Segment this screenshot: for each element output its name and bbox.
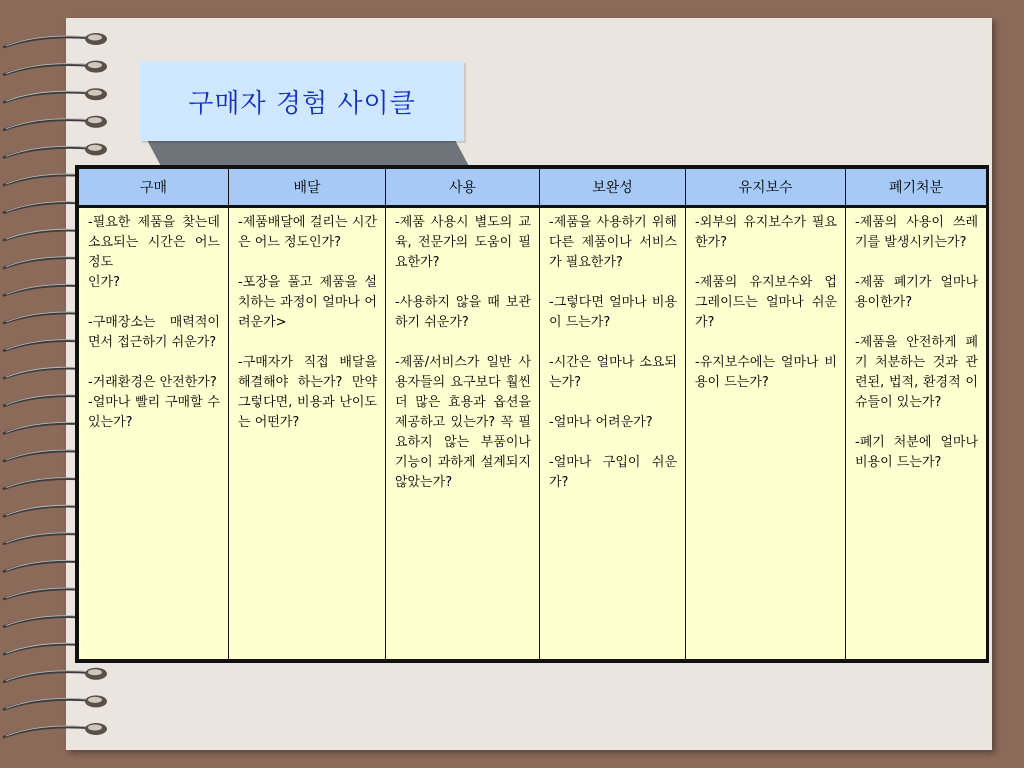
- spiral-ring-icon: [4, 61, 107, 75]
- buyer-experience-table: [75, 165, 989, 663]
- title-box: [140, 61, 464, 141]
- header-disposal: 폐기처분: [846, 169, 987, 207]
- cell-text: -제품의 사용이 쓰레기를 발생시키는가?: [855, 215, 978, 250]
- cell-text: -구매자가 직접 배달을 해결해야 하는가? 만약 그렇다면, 비용과 난이도는 어떤가?: [238, 355, 377, 430]
- table-row: [79, 207, 987, 660]
- cell-text: -제품배달에 걸리는 시간은 어느 정도인가?: [238, 215, 377, 250]
- cell-text: -제품/서비스가 일반 사용자들의 요구보다 훨씬 더 많은 효용과 옵션을 제공하고 있는가? 꼭 필요하지 않는 부품이나 기능이 과하게 설계되지 않았는가?: [395, 355, 531, 490]
- spiral-ring-icon: [4, 723, 107, 737]
- cell-text: -얼마나 어려운가?: [549, 415, 653, 430]
- cell-text: -포장을 풀고 제품을 설치하는 과정이 얼마나 어려운가>: [238, 275, 377, 330]
- cell-text: -필요한 제품을 찾는데 소요되는 시간은 어느 정도 인가?: [88, 215, 220, 290]
- cell-text: -폐기 처분에 얼마나 비용이 드는가?: [855, 435, 978, 470]
- header-maintenance: 유지보수: [686, 169, 846, 207]
- cell-text: -그렇다면 얼마나 비용이 드는가?: [549, 295, 677, 330]
- spiral-ring-icon: [4, 668, 107, 682]
- spiral-ring-icon: [4, 143, 107, 157]
- spiral-ring-icon: [4, 88, 107, 102]
- cell-complements: [540, 207, 686, 660]
- cell-text: -제품의 유지보수와 업 그레이드는 얼마나 쉬운가?: [695, 275, 837, 330]
- cell-text: -사용하지 않을 때 보관하기 쉬운가?: [395, 295, 531, 330]
- header-delivery: 배달: [229, 169, 386, 207]
- cell-text: -외부의 유지보수가 필요한가?: [695, 215, 837, 250]
- cell-text: -제품 사용시 별도의 교육, 전문가의 도움이 필요한가?: [395, 215, 531, 270]
- table: [78, 168, 987, 660]
- cell-maintenance: [686, 207, 846, 660]
- header-row: [79, 169, 987, 207]
- cell-text: -시간은 얼마나 소요되는가?: [549, 355, 677, 390]
- cell-text: -제품을 안전하게 폐기 처분하는 것과 관련된, 법적, 환경적 이슈들이 있는가?: [855, 335, 978, 410]
- cell-text: -제품 폐기가 얼마나 용이한가?: [855, 275, 978, 310]
- cell-purchase: [79, 207, 229, 660]
- cell-disposal: [846, 207, 987, 660]
- spiral-ring-icon: [4, 695, 107, 709]
- cell-text: -유지보수에는 얼마나 비용이 드는가?: [695, 355, 837, 390]
- cell-text: -구매장소는 매력적이면서 접근하기 쉬운가?: [88, 315, 220, 350]
- cell-use: [386, 207, 540, 660]
- cell-delivery: [229, 207, 386, 660]
- cell-text: -거래환경은 안전한가?: [88, 375, 217, 390]
- spiral-ring-icon: [4, 33, 107, 47]
- slide-title: 구매자 경험 사이클: [188, 88, 416, 119]
- header-use: 사용: [386, 169, 540, 207]
- header-purchase: 구매: [79, 169, 229, 207]
- header-complements: 보완성: [540, 169, 686, 207]
- spiral-ring-icon: [4, 116, 107, 130]
- cell-text: -얼마나 구입이 쉬운가?: [549, 455, 677, 490]
- cell-text: -얼마나 빨리 구매할 수 있는가?: [88, 395, 220, 430]
- cell-text: -제품을 사용하기 위해 다른 제품이나 서비스가 필요한가?: [549, 215, 677, 270]
